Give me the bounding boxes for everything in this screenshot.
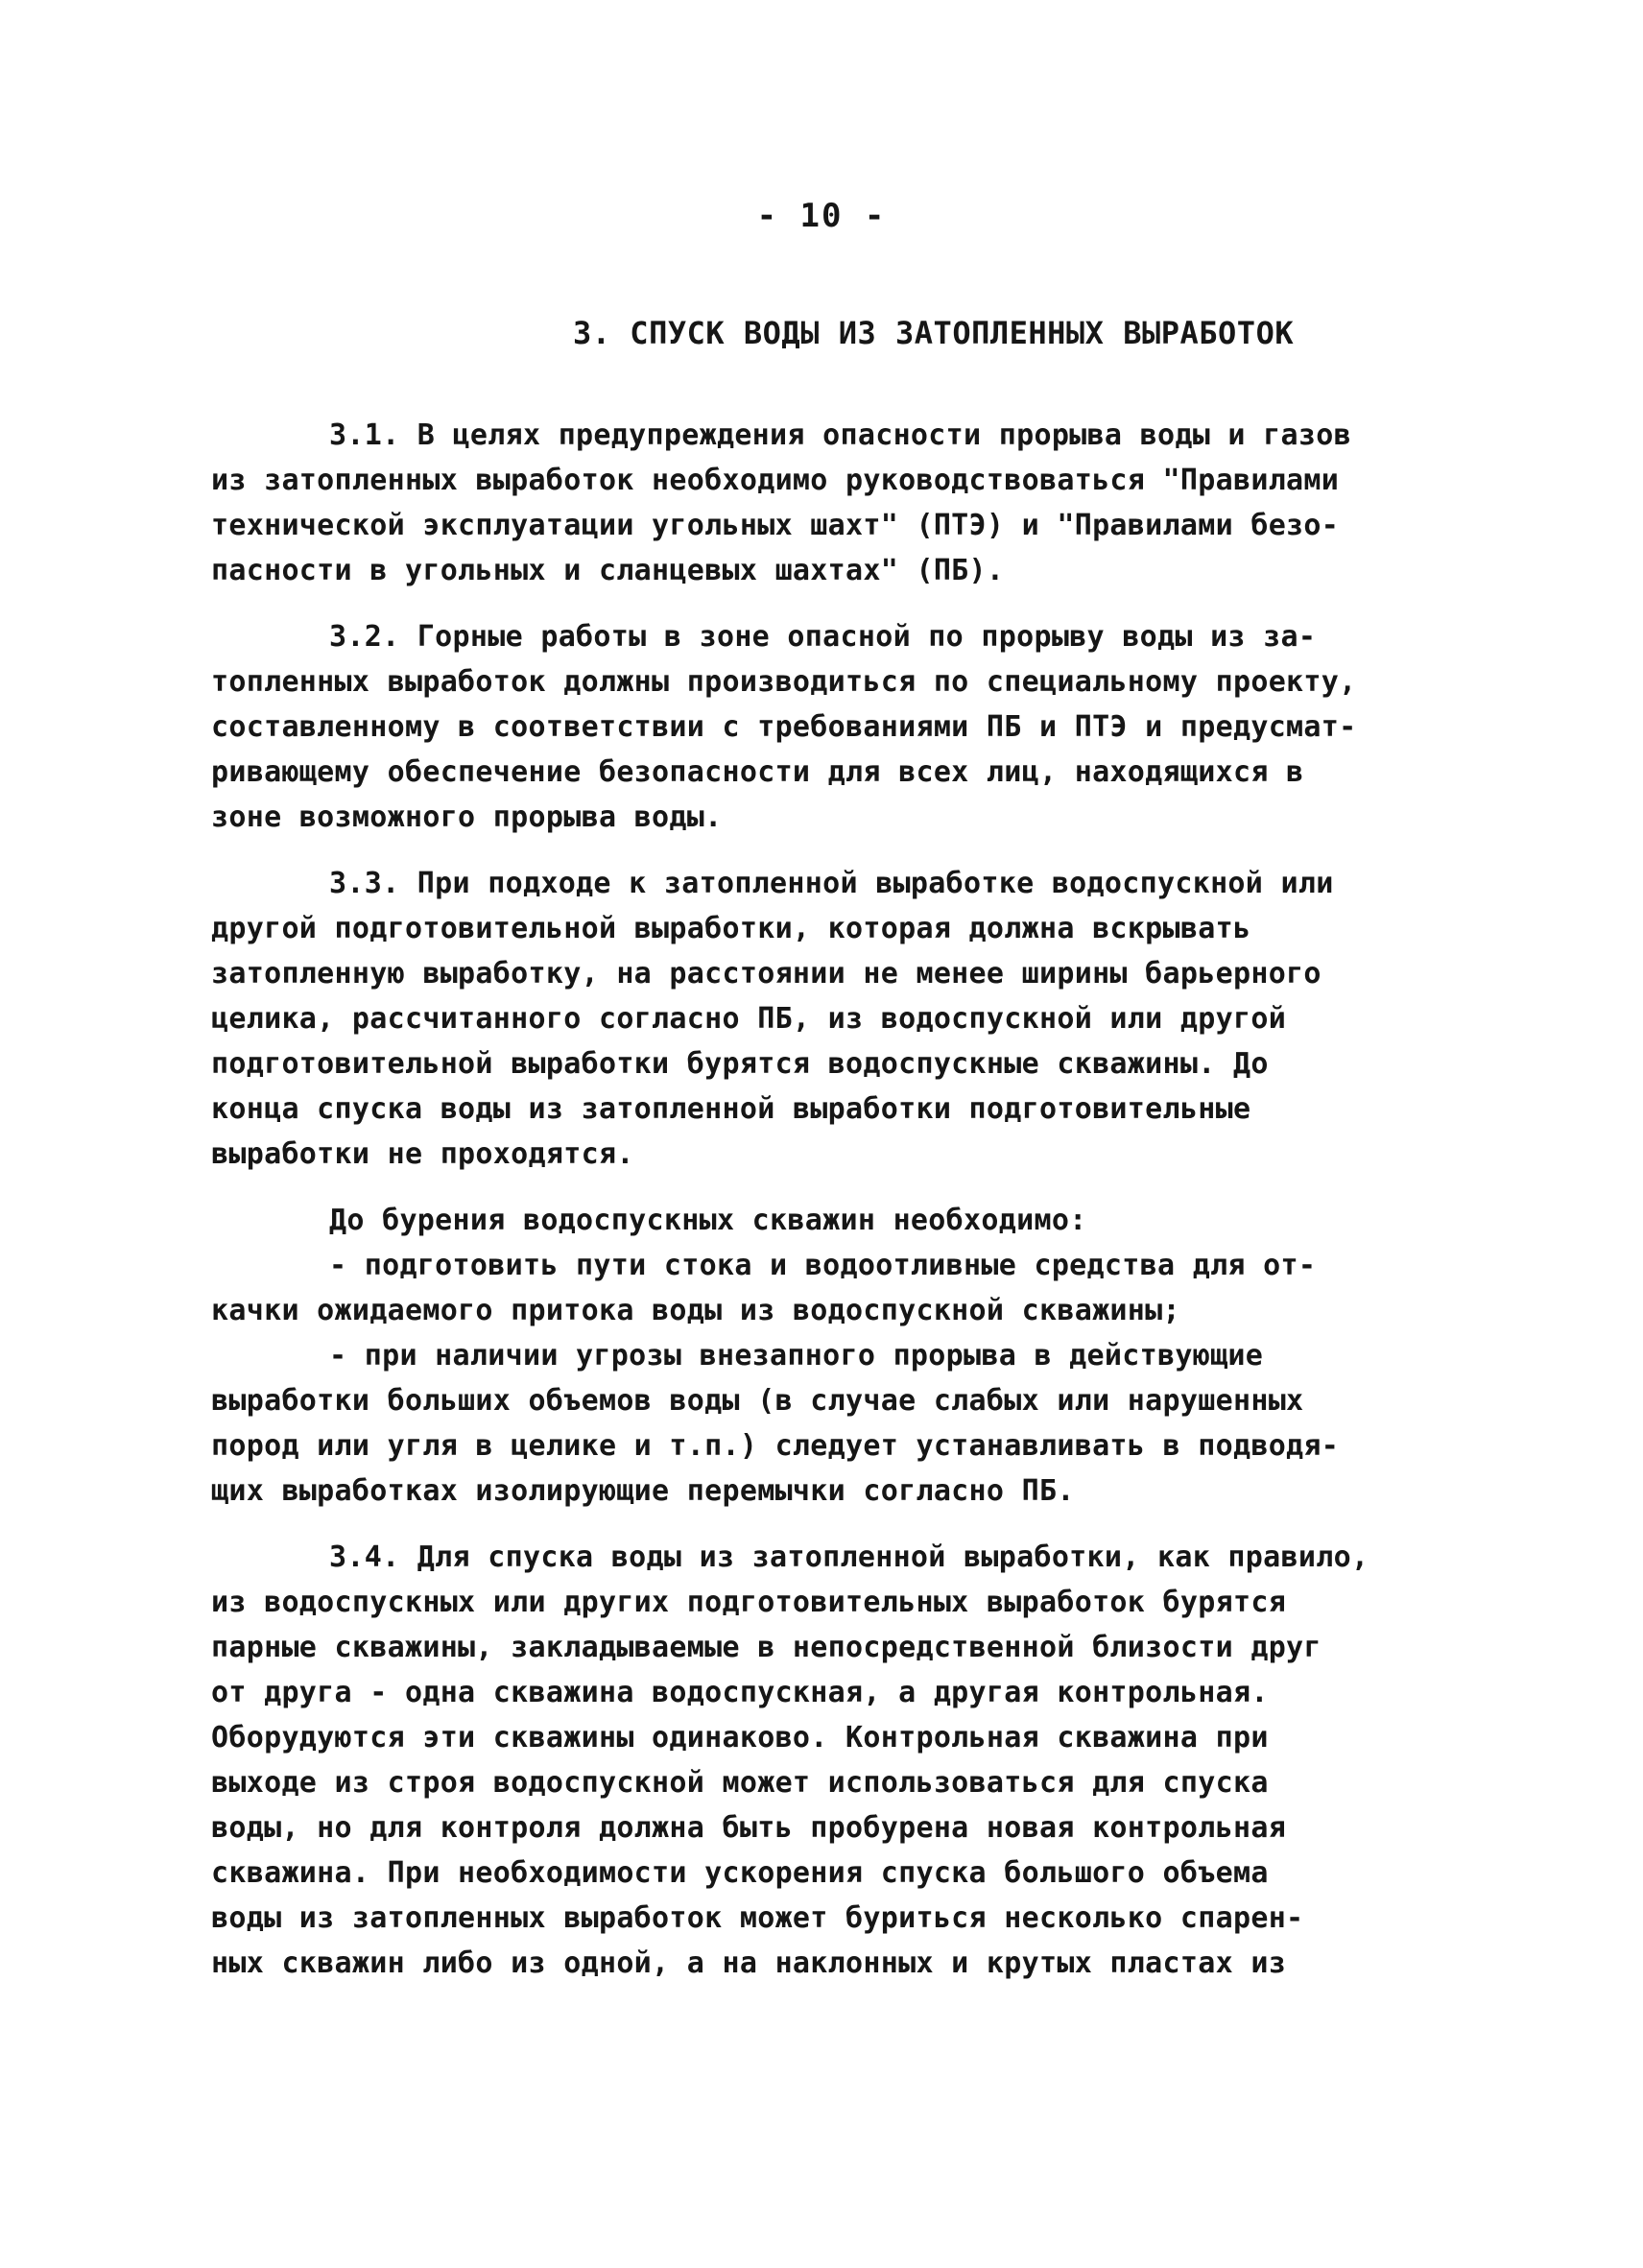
text-line: воды, но для контроля должна быть пробурена новая контрольная — [211, 1811, 1287, 1845]
text-line: другой подготовительной выработки, которая должна вскрывать — [211, 912, 1251, 945]
text-line: пасности в угольных и сланцевых шахтах" (ПБ). — [211, 554, 1005, 587]
text-line: щих выработках изолирующие перемычки согласно ПБ. — [211, 1474, 1075, 1508]
text-line: 3.2. Горные работы в зоне опасной по прорыву воды из за- — [329, 620, 1317, 654]
text-line: выработки не проходятся. — [211, 1137, 634, 1171]
text-line: 3.1. В целях предупреждения опасности прорыва воды и газов — [329, 418, 1351, 452]
text-line: составленному в соответствии с требованиями ПБ и ПТЭ и предусмат- — [211, 710, 1357, 744]
text-line: 3.4. Для спуска воды из затопленной выработки, как правило, — [329, 1540, 1369, 1574]
page-number: - 10 - — [756, 197, 887, 235]
text-line: парные скважины, закладываемые в непосредственной близости друг — [211, 1631, 1322, 1664]
paragraph-spacer — [211, 1514, 1488, 1535]
text-line: Оборудуются эти скважины одинаково. Контрольная скважина при — [211, 1721, 1269, 1755]
paragraph-spacer — [211, 1177, 1488, 1198]
text-line: ных скважин либо из одной, а на наклонных и крутых пластах из — [211, 1946, 1287, 1980]
text-line: топленных выработок должны производиться по специальному проекту, — [211, 665, 1357, 699]
text-line: скважина. При необходимости ускорения спуска большого объема — [211, 1856, 1269, 1890]
list-item-line: - при наличии угрозы внезапного прорыва в действующие — [329, 1339, 1264, 1373]
text-line: зоне возможного прорыва воды. — [211, 800, 723, 834]
text-line: До бурения водоспускных скважин необходимо: — [329, 1204, 1087, 1237]
paragraph-3-3 — [211, 861, 1488, 1177]
text-line: целика, рассчитанного согласно ПБ, из водоспускной или другой — [211, 1002, 1287, 1036]
text-line: конца спуска воды из затопленной выработки подготовительные — [211, 1092, 1251, 1126]
paragraph-3-1 — [211, 413, 1488, 593]
text-line: качки ожидаемого притока воды из водоспускной скважины; — [211, 1294, 1180, 1327]
text-line: пород или угля в целике и т.п.) следует устанавливать в подводя- — [211, 1429, 1340, 1463]
text-line: выходе из строя водоспускной может использоваться для спуска — [211, 1766, 1269, 1800]
text-line: выработки больших объемов воды (в случае слабых или нарушенных — [211, 1384, 1304, 1418]
text-line: воды из затопленных выработок может буриться несколько спарен- — [211, 1901, 1304, 1935]
paragraph-3-4 — [211, 1535, 1488, 1986]
text-line: из затопленных выработок необходимо руководствоваться "Правилами — [211, 464, 1340, 497]
paragraph-3-2 — [211, 614, 1488, 840]
paragraph-drilling-requirements — [211, 1198, 1488, 1514]
text-line: затопленную выработку, на расстоянии не менее ширины барьерного — [211, 957, 1322, 991]
text-line: из водоспускных или других подготовительных выработок бурятся — [211, 1586, 1287, 1619]
paragraph-spacer — [211, 593, 1488, 614]
body-text — [211, 413, 1488, 1986]
list-item-line: - подготовить пути стока и водоотливные средства для от- — [329, 1249, 1317, 1282]
text-line: подготовительной выработки бурятся водоспускные скважины. До — [211, 1047, 1269, 1081]
text-line: технической эксплуатации угольных шахт" (ПТЭ) и "Правилами безо- — [211, 509, 1340, 542]
paragraph-spacer — [211, 840, 1488, 861]
text-line: от друга - одна скважина водоспускная, а другая контрольная. — [211, 1676, 1269, 1709]
text-line: 3.3. При подходе к затопленной выработке водоспускной или — [329, 867, 1334, 900]
text-line: ривающему обеспечение безопасности для всех лиц, находящихся в — [211, 755, 1304, 789]
section-heading: 3. СПУСК ВОДЫ ИЗ ЗАТОПЛЕННЫХ ВЫРАБОТОК — [573, 315, 1295, 351]
